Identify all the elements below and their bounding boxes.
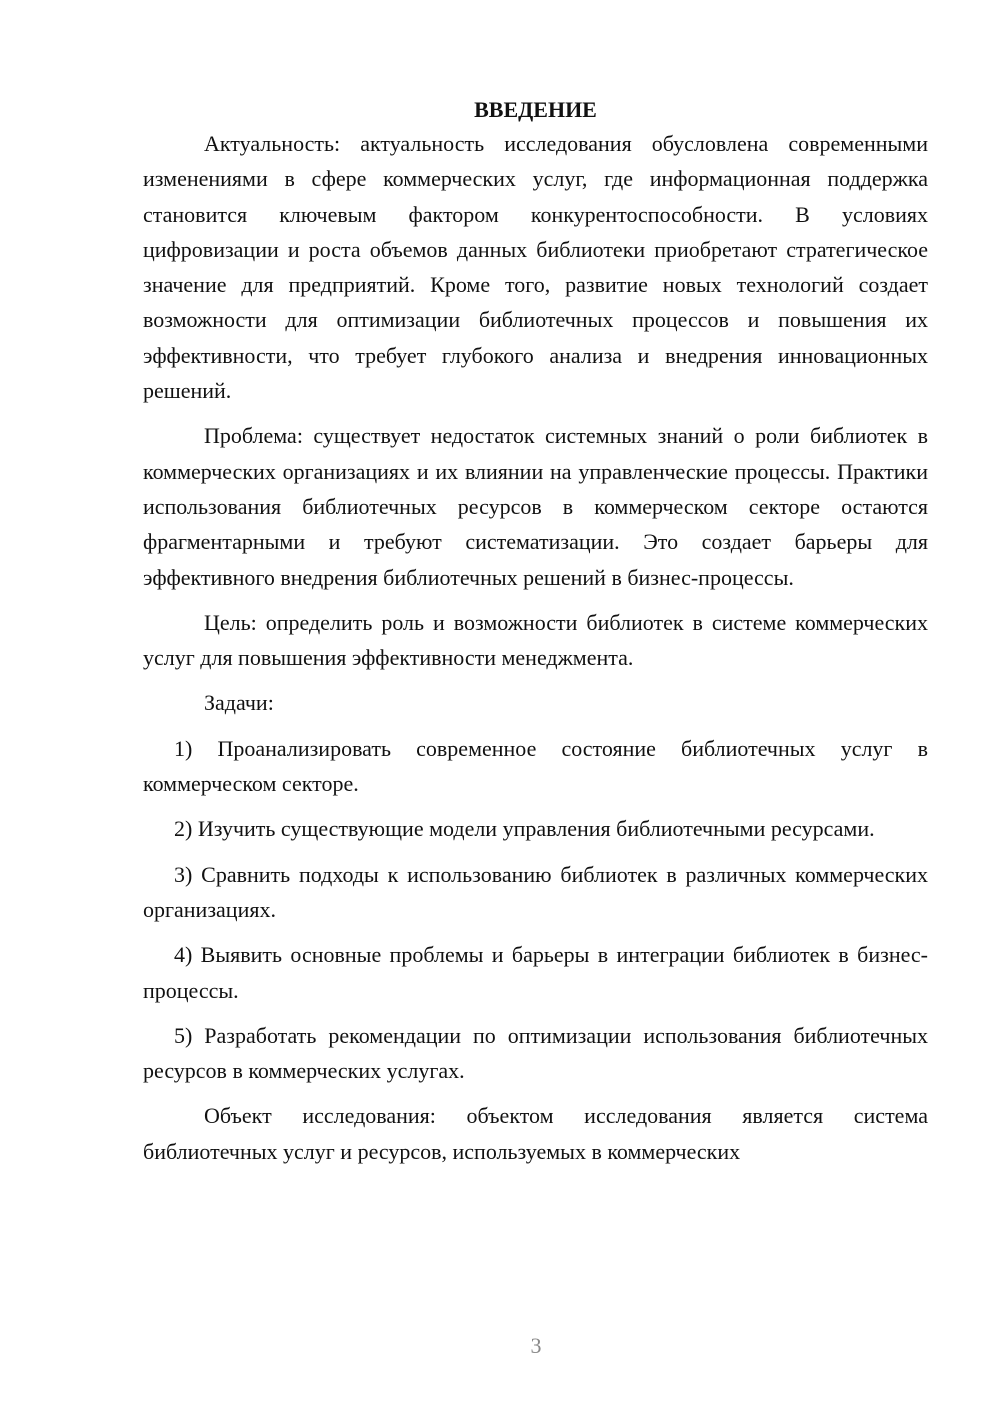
page-number: 3 (530, 1333, 542, 1358)
document-page (143, 92, 928, 1179)
task-item-3: 3) Сравнить подходы к использованию библиотек в различных коммерческих организациях. (143, 861, 928, 922)
task-item-5: 5) Разработать рекомендации по оптимизации использования библиотечных ресурсов в коммерческих услугах. (143, 1022, 928, 1084)
task-item-2: 2) Изучить существующие модели управления библиотечными ресурсами. (174, 816, 875, 842)
object-paragraph: Объект исследования: объектом исследования является система библиотечных услуг и ресурсов, используемых в коммерческих (143, 1103, 928, 1164)
goal-paragraph: Цель: определить роль и возможности библиотек в системе коммерческих услуг для повышения эффективности менеджмента. (143, 609, 928, 671)
section-heading: ВВЕДЕНИЕ (474, 97, 597, 122)
problem-paragraph: Проблема: существует недостаток системных знаний о роли библиотек в коммерческих организациях и их влиянии на управленческие процессы. Практики использования библиотечных ресурсов в коммерческом секторе остаются фрагментарными и требуют систематизации. Это создает барьеры для эффективного внедрения библиотечных решений в бизнес-процессы. (143, 423, 928, 590)
task-item-1: 1) Проанализировать современное состояние библиотечных услуг в коммерческом секторе. (143, 735, 928, 797)
task-item-4: 4) Выявить основные проблемы и барьеры в интеграции библиотек в бизнес-процессы. (143, 942, 928, 1003)
tasks-heading: Задачи: (204, 690, 274, 716)
relevance-paragraph: Актуальность: актуальность исследования обусловлена современными изменениями в сфере коммерческих услуг, где информационная поддержка становится ключевым фактором конкурентоспособности. В условиях цифровизации и роста объемов данных библиотеки приобретают стратегическое значение для предприятий. Кроме того, развитие новых технологий создает возможности для оптимизации библиотечных процессов и повышения их эффективности, что требует глубокого анализа и внедрения инновационных решений. (143, 131, 928, 404)
